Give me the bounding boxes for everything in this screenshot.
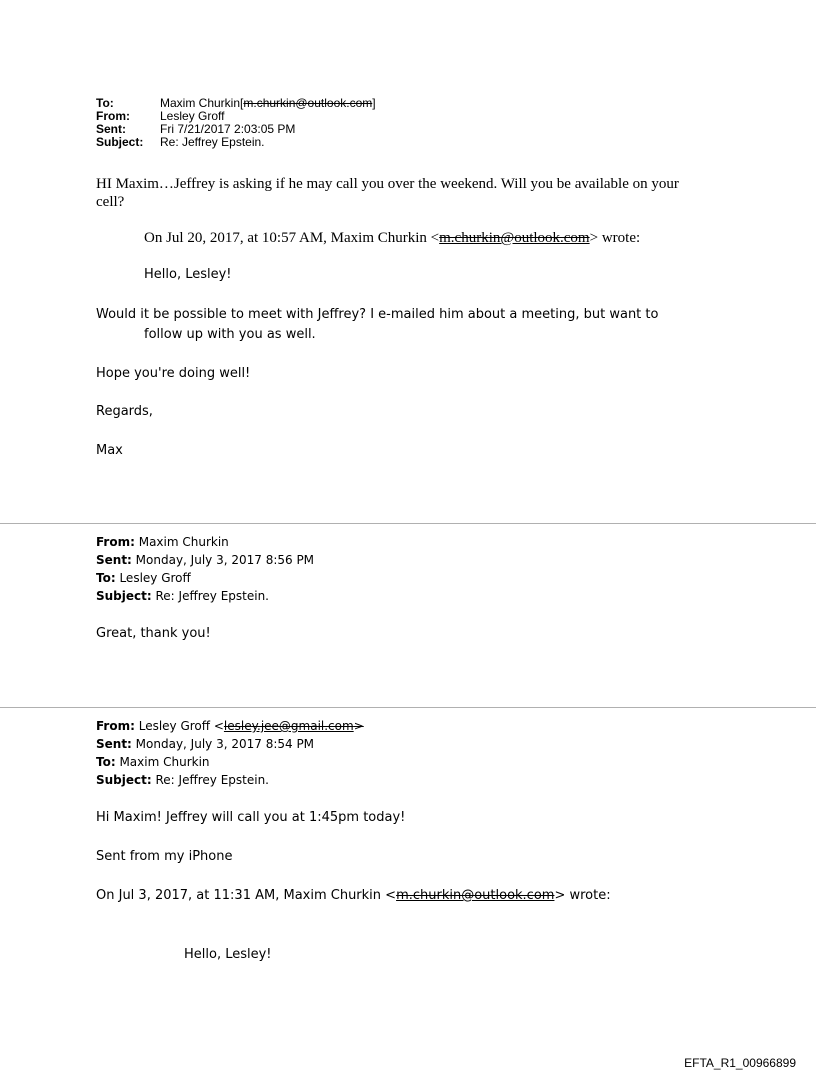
sent-label: Sent: <box>96 553 132 567</box>
email1-body-line2: cell? <box>96 194 125 210</box>
email2-to-row <box>96 569 314 587</box>
email1-body-line1: HI Maxim…Jeffrey is asking if he may call you over the weekend. Will you be available on your <box>96 176 679 192</box>
divider-2 <box>0 707 816 708</box>
email3-subject-row <box>96 771 364 789</box>
email2-header <box>96 533 314 605</box>
email3-to-row <box>96 753 364 771</box>
email1-para1-line2: follow up with you as well. <box>144 327 316 342</box>
email1-para1-line1: Would it be possible to meet with Jeffrey? I e-mailed him about a meeting, but want to <box>96 307 659 322</box>
subject-label: Subject: <box>96 135 144 149</box>
email3-sent-row <box>96 735 364 753</box>
subject-label: Subject: <box>96 773 152 787</box>
from-close: > <box>353 719 364 733</box>
sent-value: Monday, July 3, 2017 8:56 PM <box>131 553 315 567</box>
email1-signature: Max <box>96 443 123 458</box>
email2-subject-row <box>96 587 314 605</box>
quote-email-redacted: m.churkin@outlook.com <box>439 230 590 246</box>
from-value: Lesley Groff < <box>134 719 224 733</box>
subject-label: Subject: <box>96 589 152 603</box>
quote-pre: On Jul 3, 2017, at 11:31 AM, Maxim Churkin < <box>96 888 397 903</box>
sent-value: Fri 7/21/2017 2:03:05 PM <box>160 122 296 136</box>
email1-to-row <box>96 97 376 110</box>
email3-greeting: Hello, Lesley! <box>184 947 272 962</box>
email1-subject-row <box>96 136 376 149</box>
email1-quote-header <box>144 229 640 247</box>
email3-quote-header <box>96 887 611 905</box>
from-label: From: <box>96 535 135 549</box>
subject-value: Re: Jeffrey Epstein. <box>151 773 269 787</box>
email3-header <box>96 717 364 789</box>
to-email-redacted: m.churkin@outlook.com <box>243 96 373 110</box>
sent-value: Monday, July 3, 2017 8:54 PM <box>131 737 315 751</box>
to-close: ] <box>372 96 376 110</box>
to-value: Lesley Groff <box>115 571 191 585</box>
bates-number: EFTA_R1_00966899 <box>684 1056 796 1070</box>
to-value: Maxim Churkin <box>115 755 210 769</box>
quote-post: > wrote: <box>554 888 611 903</box>
to-label: To: <box>96 755 116 769</box>
from-label: From: <box>96 719 135 733</box>
sent-label: Sent: <box>96 737 132 751</box>
email2-from-row <box>96 533 314 551</box>
from-label: From: <box>96 109 130 123</box>
email3-body: Hi Maxim! Jeffrey will call you at 1:45pm today! <box>96 810 406 825</box>
subject-value: Re: Jeffrey Epstein. <box>160 135 265 149</box>
from-value: Lesley Groff <box>160 109 225 123</box>
email1-header <box>96 97 376 149</box>
email1-regards: Regards, <box>96 404 153 419</box>
quote-email-redacted: m.churkin@outlook.com <box>396 888 555 903</box>
email3-from-row <box>96 717 364 735</box>
email1-para2: Hope you're doing well! <box>96 366 251 381</box>
email3-sent-from: Sent from my iPhone <box>96 849 233 864</box>
to-name: Maxim Churkin[ <box>160 96 244 110</box>
divider-1 <box>0 523 816 524</box>
email1-greeting: Hello, Lesley! <box>144 267 232 282</box>
sent-label: Sent: <box>96 122 126 136</box>
email2-sent-row <box>96 551 314 569</box>
from-email-redacted: lesley.jee@gmail.com <box>223 719 354 733</box>
subject-value: Re: Jeffrey Epstein. <box>151 589 269 603</box>
quote-post: > wrote: <box>589 230 641 246</box>
to-label: To: <box>96 96 114 110</box>
quote-pre: On Jul 20, 2017, at 10:57 AM, Maxim Churkin < <box>144 230 440 246</box>
from-value: Maxim Churkin <box>134 535 229 549</box>
to-label: To: <box>96 571 116 585</box>
email2-body: Great, thank you! <box>96 626 211 641</box>
